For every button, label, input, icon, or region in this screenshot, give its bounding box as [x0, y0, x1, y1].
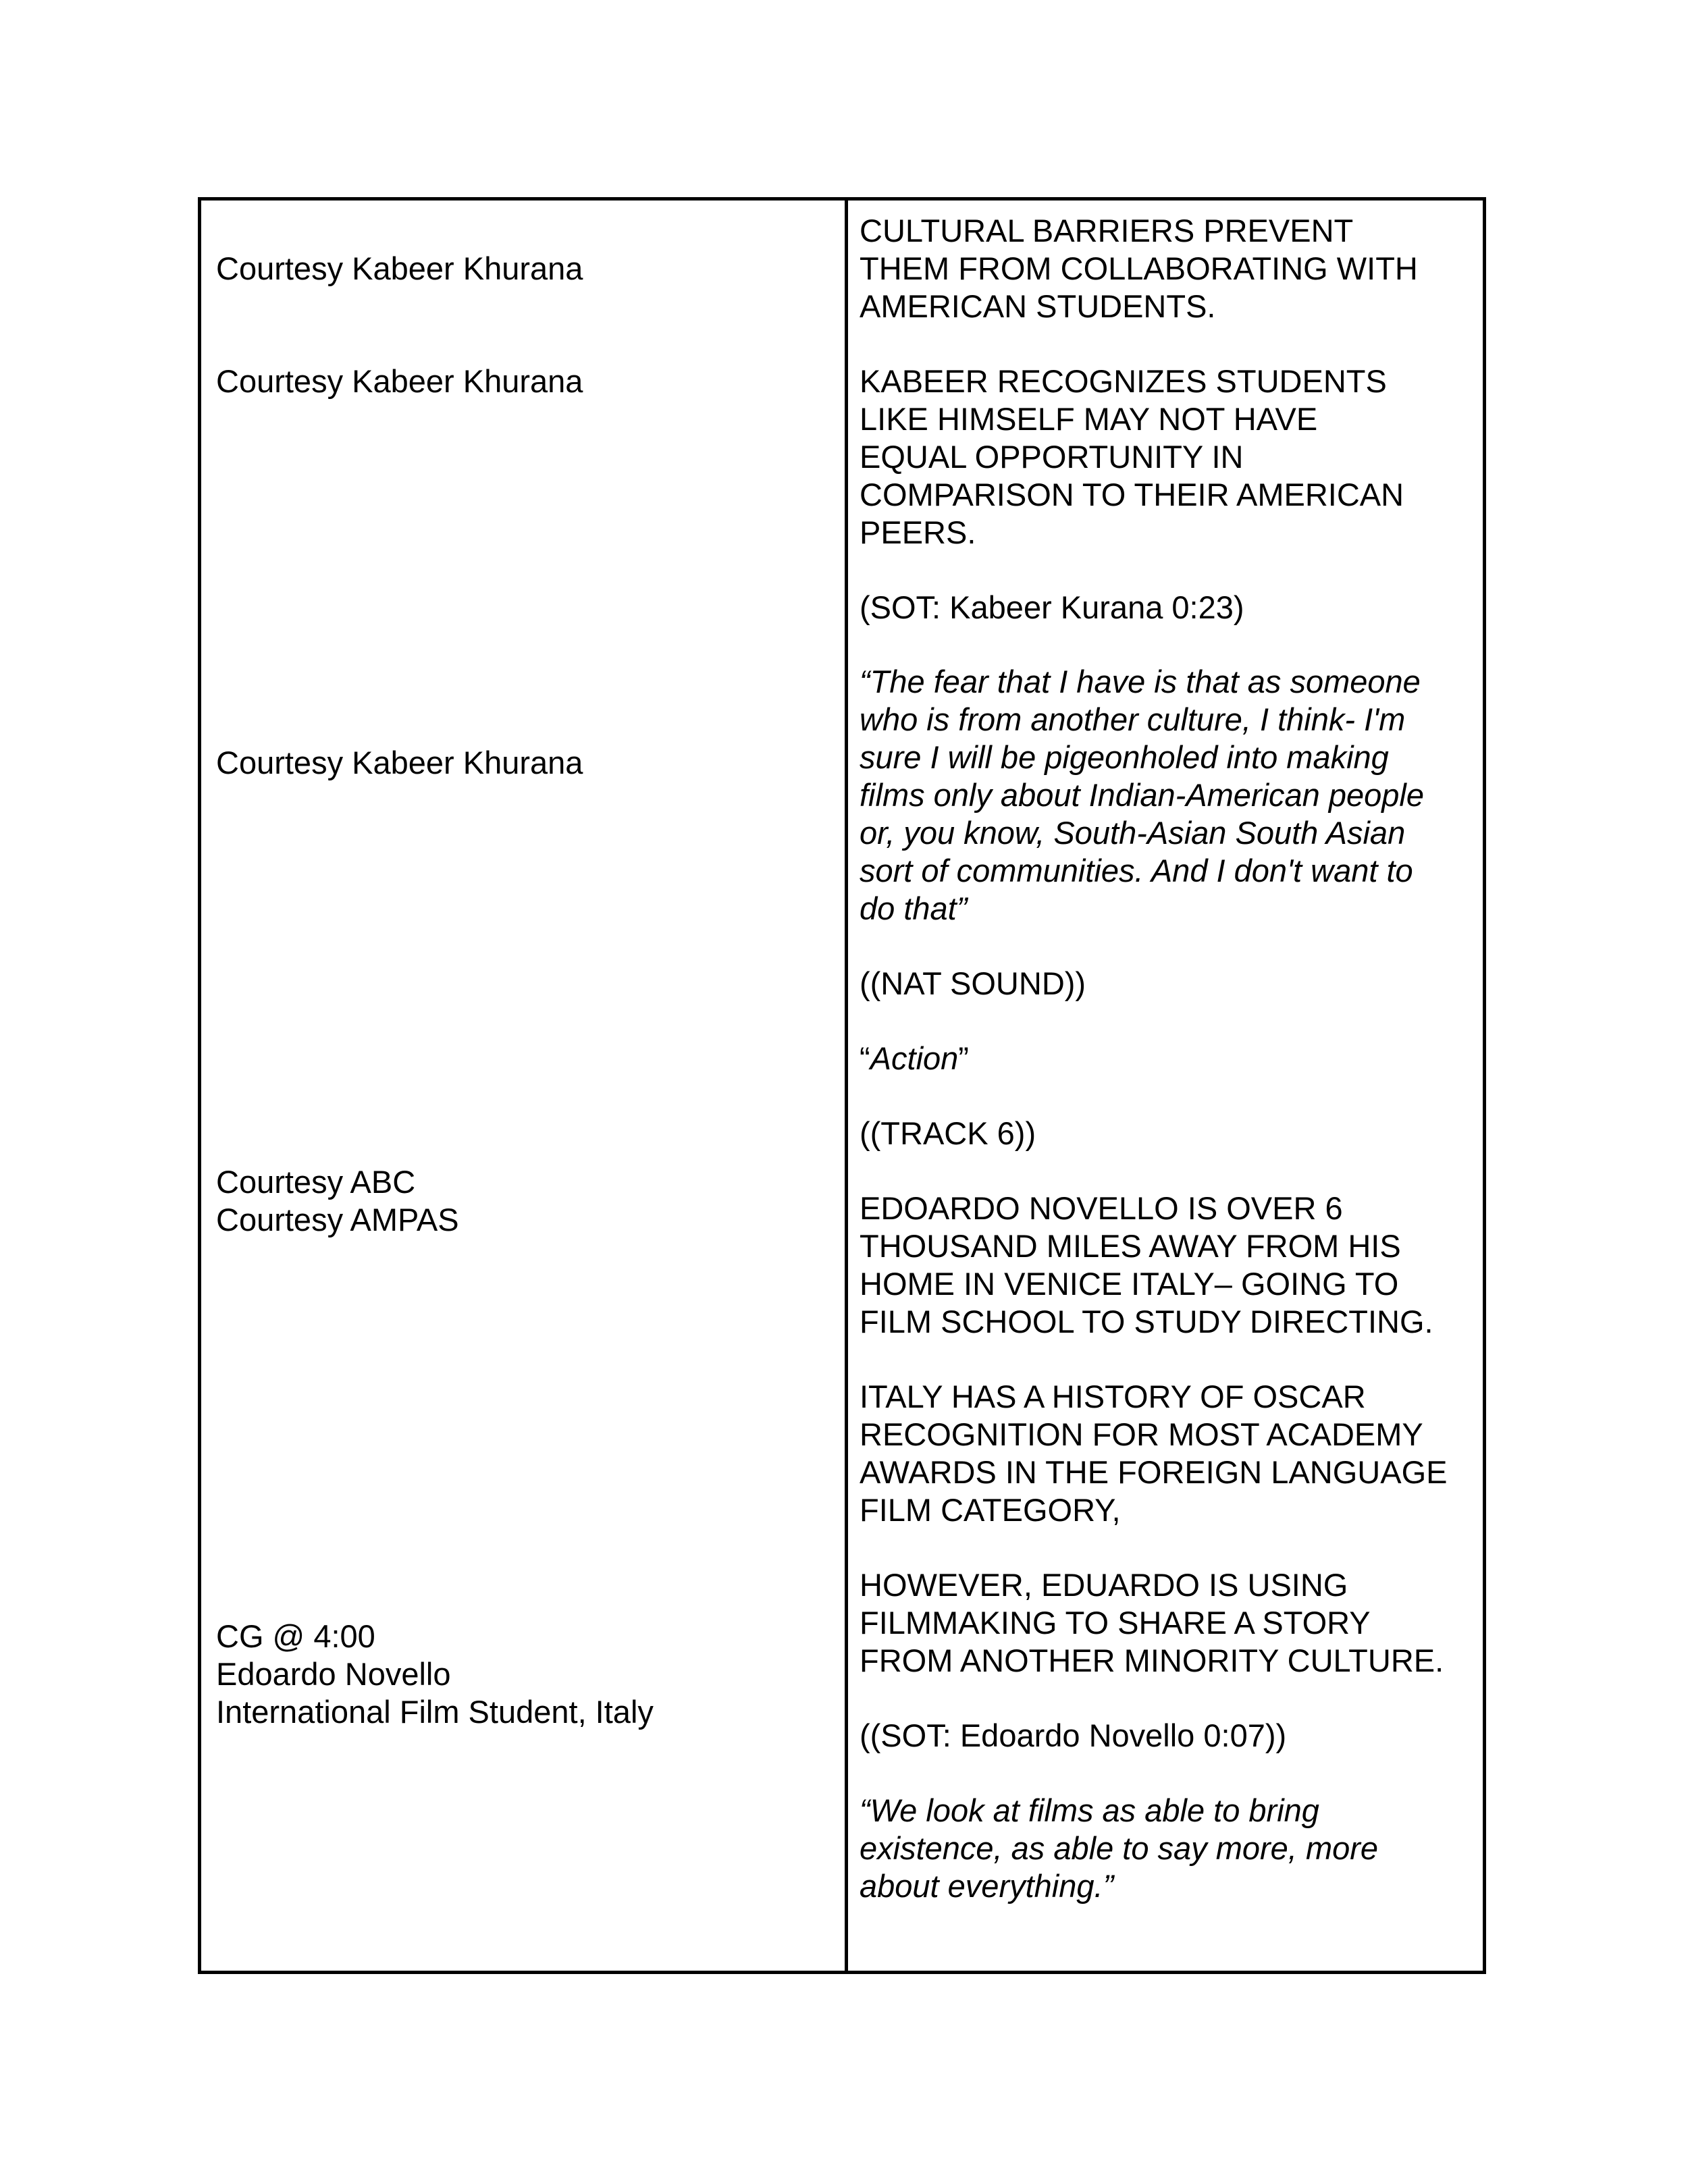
script-line: THOUSAND MILES AWAY FROM HIS [860, 1228, 1401, 1264]
script-line: EDOARDO NOVELLO IS OVER 6 [860, 1190, 1343, 1226]
script-line: AWARDS IN THE FOREIGN LANGUAGE [860, 1454, 1448, 1490]
quote-line: existence, as able to say more, more [860, 1830, 1379, 1866]
script-line: FILM CATEGORY, [860, 1492, 1121, 1528]
quote-line: films only about Indian-American people [860, 777, 1425, 813]
script-line: COMPARISON TO THEIR AMERICAN [860, 477, 1404, 512]
quote-line: who is from another culture, I think- I'm [860, 701, 1406, 737]
column-divider [845, 201, 848, 1971]
quote-line: “The fear that I have is that as someone [860, 664, 1421, 699]
courtesy-credit: Courtesy Kabeer Khurana [216, 250, 583, 286]
quote-line: “We look at films as able to bring [860, 1792, 1319, 1828]
script-line: LIKE HIMSELF MAY NOT HAVE [860, 401, 1318, 437]
courtesy-credit: Courtesy Kabeer Khurana [216, 363, 583, 399]
script-line: PEERS. [860, 514, 976, 550]
script-line: THEM FROM COLLABORATING WITH [860, 250, 1418, 286]
script-line: HOWEVER, EDUARDO IS USING [860, 1567, 1348, 1603]
script-line: CULTURAL BARRIERS PREVENT [860, 213, 1354, 248]
courtesy-credit: Courtesy ABC [216, 1164, 416, 1200]
quote-line: sure I will be pigeonholed into making [860, 739, 1389, 775]
script-line: RECOGNITION FOR MOST ACADEMY [860, 1416, 1423, 1452]
quote-line: do that” [860, 890, 968, 926]
cg-time: CG @ 4:00 [216, 1618, 375, 1654]
track-cue: ((TRACK 6)) [860, 1115, 1036, 1151]
quote-line: or, you know, South-Asian South Asian [860, 815, 1406, 851]
cg-name: Edoardo Novello [216, 1656, 451, 1692]
courtesy-credit: Courtesy Kabeer Khurana [216, 745, 583, 780]
script-line: HOME IN VENICE ITALY– GOING TO [860, 1266, 1399, 1302]
action-quote: “Action” [860, 1040, 969, 1076]
script-line: ITALY HAS A HISTORY OF OSCAR [860, 1379, 1366, 1414]
script-line: FILMMAKING TO SHARE A STORY [860, 1605, 1371, 1641]
script-line: AMERICAN STUDENTS. [860, 288, 1216, 324]
quote-line: sort of communities. And I don't want to [860, 853, 1413, 888]
quote-line: about everything.” [860, 1868, 1114, 1904]
courtesy-credit: Courtesy AMPAS [216, 1202, 459, 1237]
script-line: FROM ANOTHER MINORITY CULTURE. [860, 1643, 1444, 1678]
script-table [198, 197, 1486, 1974]
sot-cue: ((SOT: Edoardo Novello 0:07)) [860, 1717, 1287, 1753]
sot-cue: (SOT: Kabeer Kurana 0:23) [860, 589, 1244, 625]
script-line: FILM SCHOOL TO STUDY DIRECTING. [860, 1304, 1433, 1339]
cg-title: International Film Student, Italy [216, 1694, 654, 1730]
script-line: EQUAL OPPORTUNITY IN [860, 439, 1244, 475]
nat-sound-cue: ((NAT SOUND)) [860, 965, 1086, 1001]
script-line: KABEER RECOGNIZES STUDENTS [860, 363, 1387, 399]
